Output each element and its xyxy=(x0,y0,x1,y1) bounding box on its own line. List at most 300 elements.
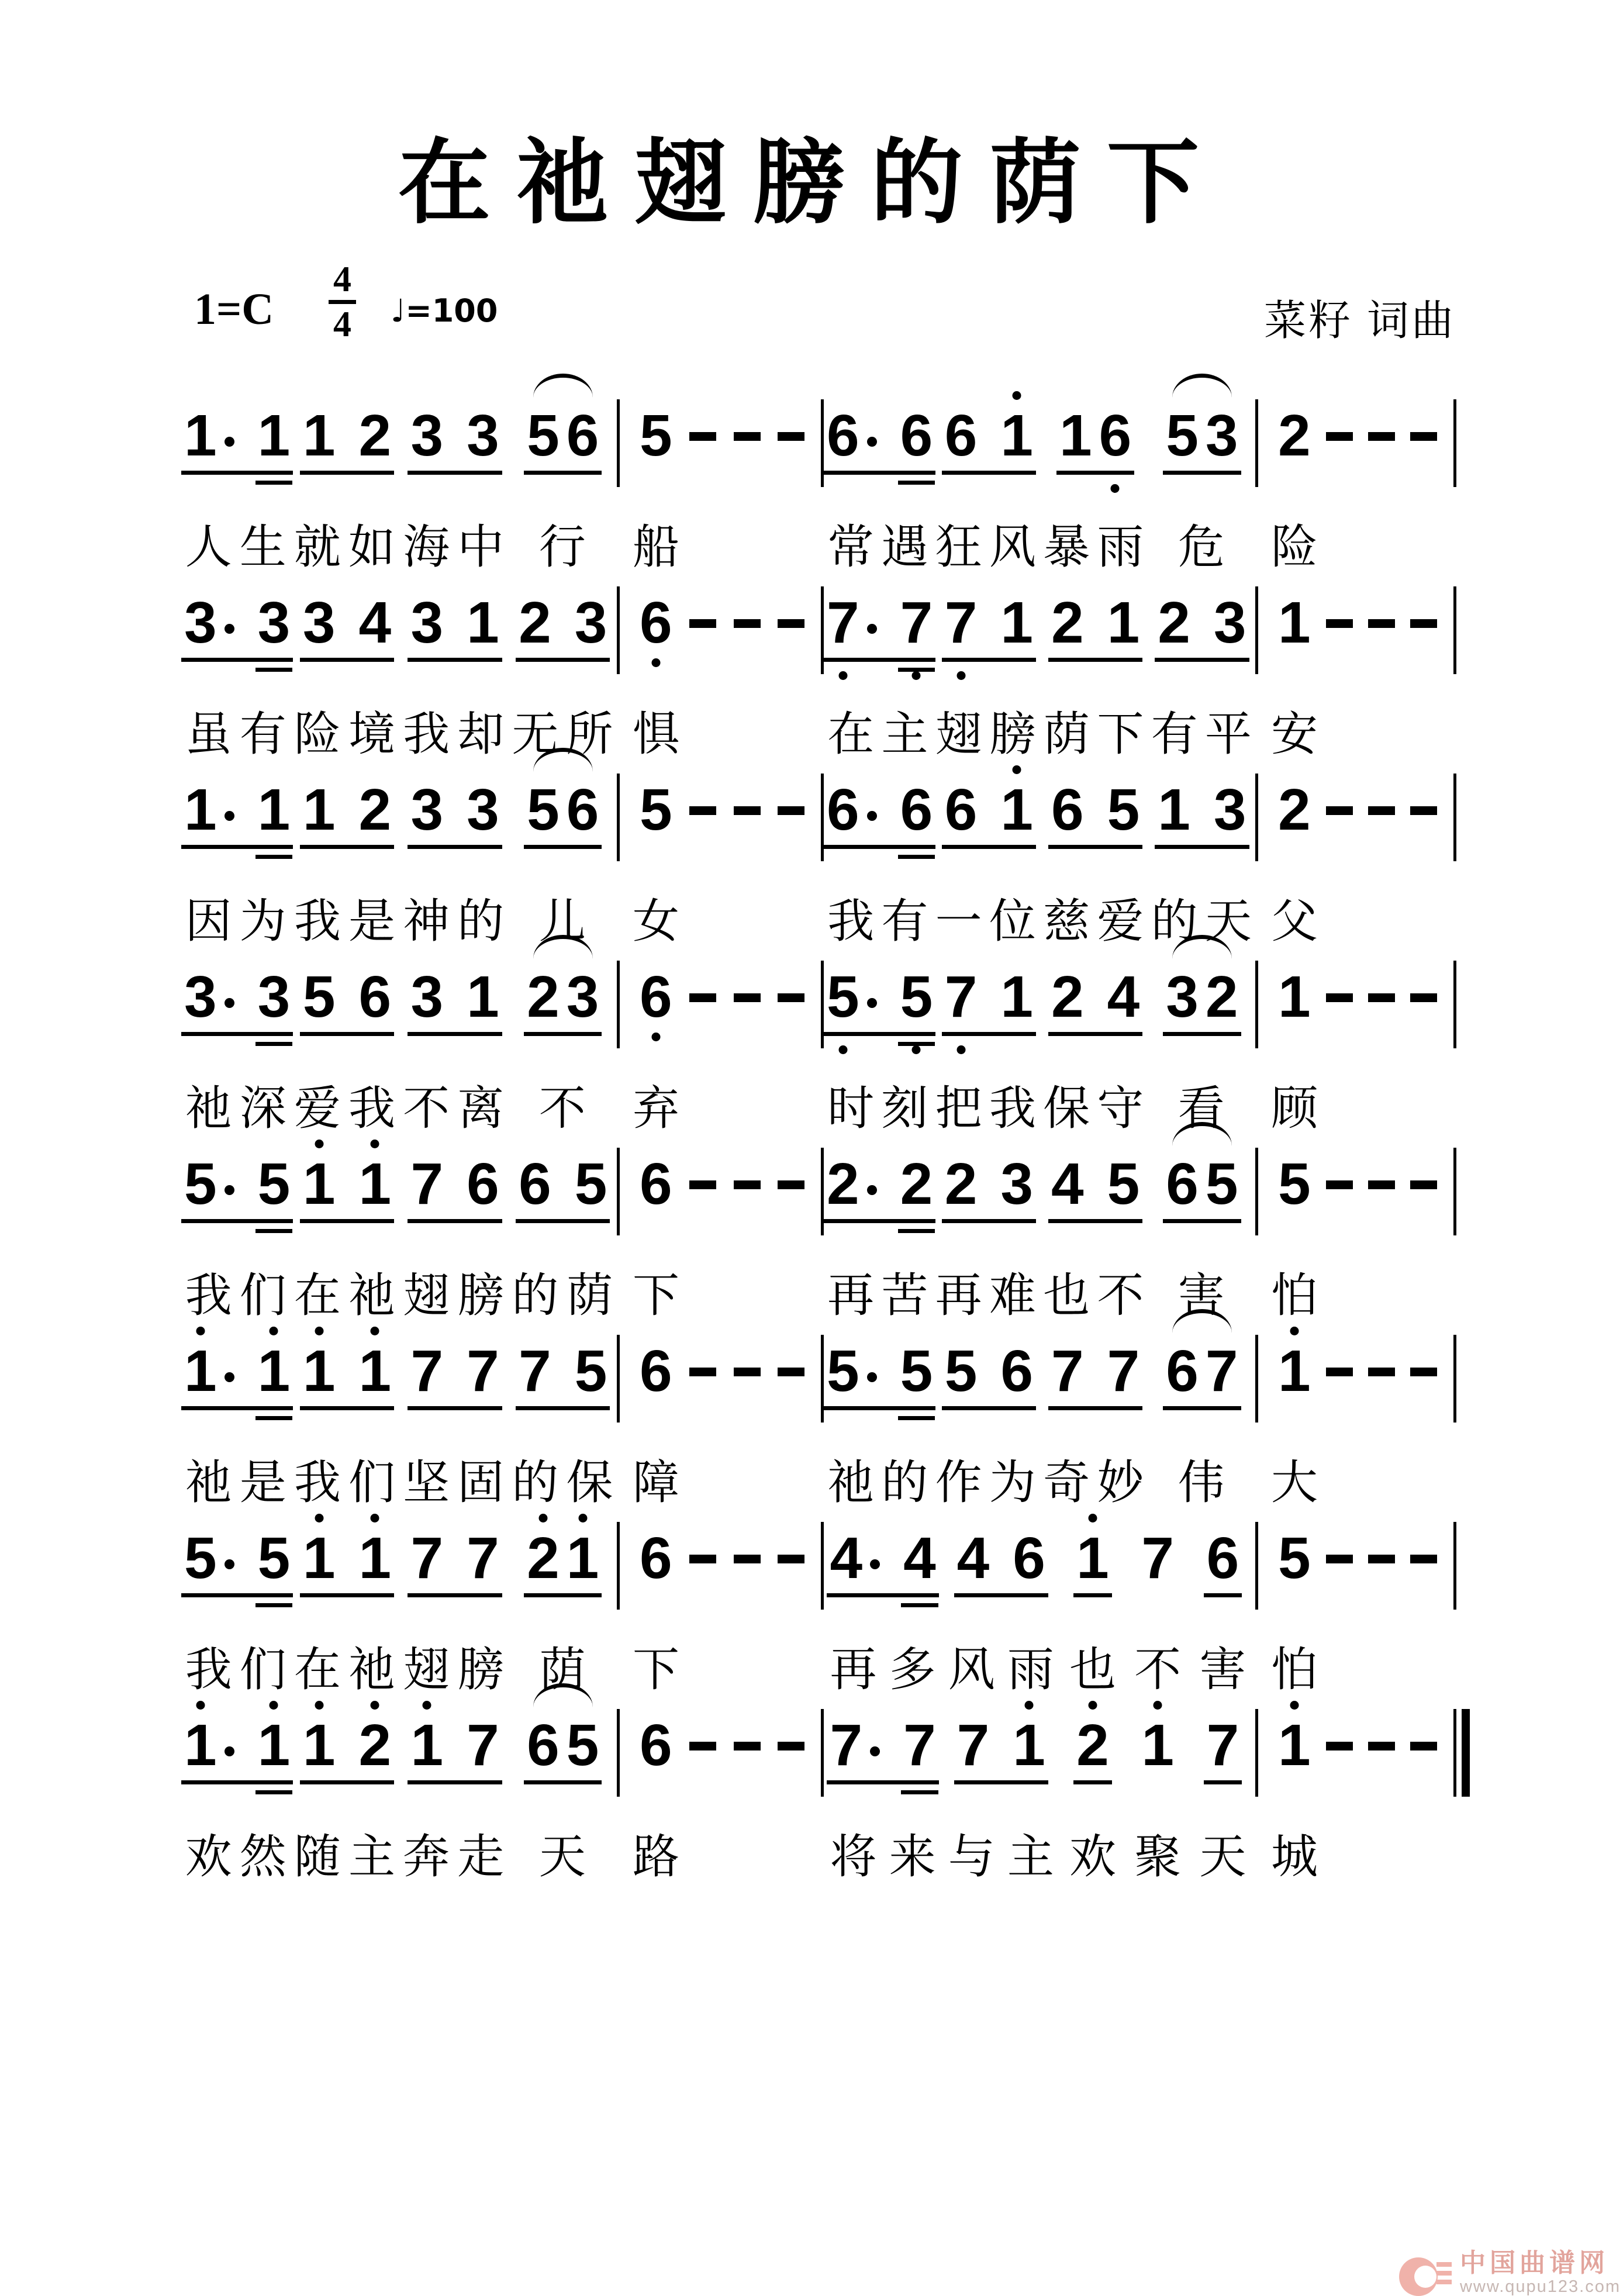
beam-group xyxy=(516,1151,610,1223)
note-group xyxy=(293,1338,401,1410)
octave-up-dot xyxy=(196,1327,205,1335)
whole-note-measure xyxy=(1258,403,1453,468)
duration-dash xyxy=(1410,1742,1437,1751)
note-group xyxy=(824,590,935,662)
lyric-syllable: 祂 xyxy=(185,1082,232,1134)
note xyxy=(410,1525,444,1591)
beam-group xyxy=(181,964,293,1036)
note xyxy=(184,1525,234,1591)
note xyxy=(302,777,336,843)
lyric-syllable: 我 xyxy=(827,895,875,947)
note-digit: 5 xyxy=(566,1712,599,1778)
lyric-syllable: 是 xyxy=(239,1456,286,1508)
lyric-syllable: 主 xyxy=(1007,1831,1054,1883)
measure xyxy=(824,403,1255,475)
note xyxy=(1013,1525,1045,1591)
lyric-syllable: 守 xyxy=(1097,1082,1144,1134)
beam-group xyxy=(954,1525,1048,1597)
note-group xyxy=(824,964,935,1036)
octave-down-dot xyxy=(1111,484,1120,493)
duration-dash xyxy=(1410,432,1437,441)
augmentation-dot xyxy=(225,1559,234,1569)
note-group xyxy=(1149,964,1255,1036)
note-digit: 6 xyxy=(900,406,933,465)
sixteenth-underline xyxy=(255,668,293,672)
octave-up-dot xyxy=(371,1514,379,1522)
note xyxy=(1205,964,1238,1030)
note xyxy=(184,777,234,843)
note-group xyxy=(293,590,401,662)
note-group xyxy=(1060,1525,1125,1597)
note-group xyxy=(509,1525,617,1597)
beam-group xyxy=(1204,1712,1242,1784)
beam-group xyxy=(1073,1525,1112,1597)
beam-group xyxy=(1155,777,1249,849)
note xyxy=(827,1151,877,1217)
note-group xyxy=(1149,403,1255,475)
lyric-syllable: 父 xyxy=(1271,895,1318,947)
note xyxy=(302,964,336,1030)
measure xyxy=(181,1525,617,1597)
note-group xyxy=(293,403,401,475)
lyric-syllable: 固 xyxy=(457,1456,505,1508)
lyric-syllable: 的 xyxy=(1151,895,1198,947)
beam-group xyxy=(300,964,394,1036)
beam-group xyxy=(1138,1525,1177,1597)
octave-up-dot xyxy=(1290,1327,1299,1335)
sixteenth-underline xyxy=(255,1790,293,1794)
note-digit: 7 xyxy=(410,1338,444,1404)
augmentation-dot xyxy=(867,624,877,634)
note-group xyxy=(935,590,1042,662)
lyric-syllable: 难 xyxy=(989,1269,1036,1321)
note-group xyxy=(824,1712,942,1784)
lyric-syllable: 我 xyxy=(989,1082,1036,1134)
lyric-syllable: 的 xyxy=(512,1269,559,1321)
note xyxy=(1099,403,1132,468)
lyric-syllable: 苦 xyxy=(881,1269,928,1321)
note-digit: 5 xyxy=(944,1338,978,1404)
beam-group xyxy=(824,964,935,1036)
sustain-measure xyxy=(1258,964,1453,1030)
lyric-group xyxy=(824,1831,942,1883)
duration-dash xyxy=(689,993,716,1002)
note-digit: 3 xyxy=(1000,1151,1033,1217)
beam-group xyxy=(942,777,1036,849)
lyric-syllable: 怕 xyxy=(1271,1269,1318,1321)
beam-group xyxy=(942,590,1036,662)
octave-up-dot xyxy=(371,1140,379,1148)
note-group xyxy=(293,1151,401,1223)
lyric-syllable: 因 xyxy=(185,895,232,947)
note xyxy=(302,590,336,655)
note xyxy=(900,777,933,843)
duration-dash xyxy=(1326,1368,1353,1376)
beam-group xyxy=(181,590,293,662)
note xyxy=(1278,777,1311,843)
note xyxy=(640,1151,672,1217)
note xyxy=(900,1338,933,1404)
beam-group xyxy=(1073,1712,1112,1784)
note-digit: 5 xyxy=(258,1155,291,1213)
beam-group xyxy=(942,1338,1036,1410)
note xyxy=(1051,590,1084,655)
note-digit: 3 xyxy=(410,403,444,468)
note xyxy=(1206,1525,1239,1591)
note xyxy=(956,1525,990,1591)
note xyxy=(257,403,291,468)
watermark-url: www.qupu123.com xyxy=(1459,2277,1621,2296)
beam-group xyxy=(824,1151,935,1223)
lyric-syllable: 就 xyxy=(293,521,341,573)
note-group xyxy=(1042,777,1149,849)
lyric-syllable: 妙 xyxy=(1097,1456,1144,1508)
lyric-syllable: 们 xyxy=(348,1456,395,1508)
duration-dash xyxy=(689,432,716,441)
augmentation-dot xyxy=(867,437,877,447)
sustain-measure xyxy=(1258,1151,1453,1217)
tempo-marking: ♩=100 xyxy=(391,292,498,329)
lyric-syllable: 膀 xyxy=(457,1644,505,1696)
lyric-syllable: 祂 xyxy=(348,1269,395,1321)
lyric-syllable: 是 xyxy=(348,895,395,947)
note xyxy=(1051,964,1084,1030)
note xyxy=(184,403,234,468)
note-digit: 1 xyxy=(467,964,499,1030)
lyric-syllable: 爱 xyxy=(293,1082,341,1134)
note-digit: 1 xyxy=(303,1716,336,1774)
note-digit: 2 xyxy=(358,403,392,468)
beam-group xyxy=(524,777,602,849)
duration-dash xyxy=(734,432,761,441)
note-digit: 1 xyxy=(1278,964,1311,1030)
lyric-syllable: 的 xyxy=(457,895,505,947)
tie-arc xyxy=(1172,1309,1232,1333)
lyric-syllable: 我 xyxy=(293,1456,341,1508)
lyric-syllable: 膀 xyxy=(457,1269,505,1321)
octave-up-dot xyxy=(538,1514,547,1522)
duration-dash xyxy=(1410,1555,1437,1563)
lyric-syllable: 惧 xyxy=(633,708,679,760)
note-digit: 7 xyxy=(900,593,933,652)
duration-dash xyxy=(1410,1368,1437,1376)
note xyxy=(410,1151,444,1217)
octave-up-dot xyxy=(578,1514,587,1522)
lyric-syllable: 祂 xyxy=(827,1456,875,1508)
whole-note-measure xyxy=(620,1151,821,1217)
note-digit: 1 xyxy=(1013,1716,1045,1774)
barline xyxy=(1453,961,1456,1048)
note xyxy=(1000,1151,1033,1217)
note-digit: 5 xyxy=(640,777,672,843)
octave-up-dot xyxy=(1088,1514,1097,1522)
note-digit: 6 xyxy=(944,777,978,843)
duration-dash xyxy=(1410,993,1437,1002)
lyric-syllable: 不 xyxy=(1134,1644,1182,1696)
lyric-syllable: 天 xyxy=(1204,895,1252,947)
lyric-group xyxy=(1125,1831,1190,1883)
note xyxy=(1278,1338,1311,1404)
note xyxy=(1000,777,1033,843)
note xyxy=(410,777,444,843)
sixteenth-underline xyxy=(898,1042,935,1046)
whole-note-measure xyxy=(620,1338,821,1404)
whole-note-measure xyxy=(1258,1151,1453,1217)
note xyxy=(184,964,234,1030)
note-group xyxy=(824,1151,935,1223)
composer-credit: 菜籽 词曲 xyxy=(1264,298,1456,344)
note xyxy=(1051,777,1084,843)
sustain-measure xyxy=(1258,777,1453,843)
whole-note-measure xyxy=(1258,1525,1453,1591)
lyric-syllable: 时 xyxy=(827,1082,875,1134)
note xyxy=(519,1338,551,1404)
note-digit: 3 xyxy=(467,403,499,468)
note-digit: 7 xyxy=(1205,1338,1238,1404)
note-group xyxy=(935,777,1042,849)
note-digit: 3 xyxy=(467,777,499,843)
lyric-syllable: 走 xyxy=(457,1831,505,1883)
note-digit: 5 xyxy=(184,1525,217,1591)
note-group xyxy=(293,777,401,849)
note-digit: 7 xyxy=(945,968,978,1026)
lyric-syllable: 坚 xyxy=(403,1456,450,1508)
system-line-7 xyxy=(167,1479,1481,1696)
lyric-syllable: 祂 xyxy=(348,1644,395,1696)
duration-dash xyxy=(734,619,761,628)
beam-group xyxy=(1204,1525,1242,1597)
note xyxy=(640,1712,672,1778)
note-digit: 7 xyxy=(956,1712,990,1778)
beam-group xyxy=(524,403,602,475)
note xyxy=(640,590,672,655)
duration-dash xyxy=(734,806,761,815)
beam-group xyxy=(516,590,610,662)
note xyxy=(467,1151,499,1217)
note xyxy=(1107,1151,1140,1217)
note-digit: 1 xyxy=(1000,964,1033,1030)
note-digit: 7 xyxy=(903,1716,936,1774)
lyric-syllable: 祂 xyxy=(185,1456,232,1508)
note-digit: 1 xyxy=(1158,777,1190,843)
barline xyxy=(1453,586,1456,674)
whole-note-measure xyxy=(1258,777,1453,843)
beam-group xyxy=(300,1151,394,1223)
lyric-syllable: 慈 xyxy=(1043,895,1090,947)
lyric-syllable: 荫 xyxy=(538,1644,586,1696)
octave-up-dot xyxy=(315,1327,323,1335)
note xyxy=(1000,1338,1033,1404)
note xyxy=(257,777,291,843)
note xyxy=(358,1151,392,1217)
note-digit: 7 xyxy=(1206,1712,1239,1778)
note-digit: 3 xyxy=(258,593,291,652)
note xyxy=(1000,403,1033,468)
note xyxy=(184,590,234,655)
lyric-syllable: 翅 xyxy=(403,1269,450,1321)
measure xyxy=(181,964,617,1036)
note xyxy=(467,1338,499,1404)
octave-down-dot xyxy=(651,658,660,667)
augmentation-dot xyxy=(867,1185,877,1195)
watermark-logo-cut xyxy=(1414,2266,1436,2288)
system-line-8 xyxy=(167,1666,1481,1883)
note xyxy=(903,1712,936,1778)
measure xyxy=(181,403,617,475)
note-digit: 2 xyxy=(1205,964,1238,1030)
measure xyxy=(824,1712,1255,1784)
measure xyxy=(181,1712,617,1784)
note xyxy=(1166,1338,1199,1404)
beam-group xyxy=(942,1151,1036,1223)
duration-dash xyxy=(1326,806,1353,815)
duration-dash xyxy=(1326,619,1353,628)
lyric-syllable: 害 xyxy=(1199,1644,1246,1696)
note-digit: 6 xyxy=(1166,1338,1199,1404)
note xyxy=(302,403,336,468)
note xyxy=(566,403,599,468)
augmentation-dot xyxy=(225,1746,234,1756)
note-digit: 4 xyxy=(830,1525,863,1591)
note-digit: 5 xyxy=(184,1151,217,1217)
lyric-syllable: 虽 xyxy=(185,708,232,760)
octave-up-dot xyxy=(270,1327,278,1335)
augmentation-dot xyxy=(870,1746,880,1756)
duration-dash xyxy=(1326,993,1353,1002)
note-group xyxy=(181,1151,293,1223)
note-digit: 1 xyxy=(184,403,217,468)
duration-dash xyxy=(778,806,804,815)
note-digit: 6 xyxy=(1206,1525,1239,1591)
note-group xyxy=(181,964,293,1036)
note xyxy=(574,590,607,655)
notes-row xyxy=(167,1712,1481,1797)
note xyxy=(358,777,392,843)
lyric-syllable: 作 xyxy=(935,1456,982,1508)
note xyxy=(903,1525,936,1591)
lyric-syllable: 为 xyxy=(239,895,286,947)
lyric-syllable: 奔 xyxy=(403,1831,450,1883)
note xyxy=(467,403,499,468)
octave-down-dot xyxy=(956,1045,965,1054)
octave-down-dot xyxy=(838,1045,847,1054)
lyric-syllable: 我 xyxy=(185,1644,232,1696)
sustain-measure xyxy=(1258,1338,1453,1404)
beam-group xyxy=(824,1338,935,1410)
note-digit: 6 xyxy=(1051,777,1084,843)
beam-group xyxy=(408,1151,502,1223)
notes-row xyxy=(167,1525,1481,1610)
note xyxy=(1000,964,1033,1030)
note xyxy=(1051,1151,1084,1217)
lyric-syllable: 船 xyxy=(633,521,679,573)
octave-up-dot xyxy=(1025,1701,1034,1710)
measure xyxy=(181,777,617,849)
lyric-syllable: 弃 xyxy=(633,1082,679,1134)
note-digit: 6 xyxy=(1013,1525,1045,1591)
lyric-syllable: 遇 xyxy=(881,521,928,573)
lyric-syllable: 一 xyxy=(935,895,982,947)
tie-arc xyxy=(1172,935,1232,959)
lyric-syllable: 再 xyxy=(830,1644,877,1696)
time-signature-denominator: 4 xyxy=(333,305,351,344)
note xyxy=(1141,1712,1174,1778)
note-digit: 1 xyxy=(1278,1716,1311,1774)
note xyxy=(410,590,444,655)
lyric-syllable: 险 xyxy=(293,708,341,760)
duration-dash xyxy=(689,1368,716,1376)
duration-dash xyxy=(734,993,761,1002)
tie-arc xyxy=(533,1683,593,1707)
note-group xyxy=(1125,1712,1190,1784)
duration-dash xyxy=(1368,993,1395,1002)
duration-dash xyxy=(1410,806,1437,815)
note-group xyxy=(935,1338,1042,1410)
octave-up-dot xyxy=(371,1327,379,1335)
note-digit: 6 xyxy=(1099,406,1132,465)
beam-group xyxy=(516,1338,610,1410)
sustain-measure xyxy=(620,1525,821,1591)
lyric-syllable: 也 xyxy=(1069,1644,1116,1696)
sixteenth-underline xyxy=(898,668,935,672)
duration-dash xyxy=(689,1180,716,1189)
sixteenth-underline xyxy=(255,1603,293,1607)
octave-down-dot xyxy=(912,671,921,680)
watermark xyxy=(1399,2249,1621,2296)
beam-group xyxy=(824,590,935,662)
duration-dash xyxy=(689,619,716,628)
note-digit: 5 xyxy=(1107,1151,1140,1217)
note-digit: 6 xyxy=(640,593,672,652)
note-group xyxy=(509,403,617,475)
duration-dash xyxy=(1326,1742,1353,1751)
note xyxy=(527,1525,560,1591)
note-digit: 5 xyxy=(527,403,560,468)
lyric-syllable: 儿 xyxy=(538,895,586,947)
beam-group xyxy=(824,403,935,475)
watermark-logo-icon xyxy=(1399,2257,1438,2296)
note-group xyxy=(1149,1338,1255,1410)
lyric-syllable: 怕 xyxy=(1271,1644,1318,1696)
note-group xyxy=(181,777,293,849)
octave-up-dot xyxy=(196,1701,205,1710)
note-digit: 1 xyxy=(1000,406,1033,465)
note xyxy=(640,403,672,468)
duration-dash xyxy=(778,993,804,1002)
lyric-syllable: 把 xyxy=(935,1082,982,1134)
measure xyxy=(181,1338,617,1410)
note xyxy=(358,1712,392,1778)
note xyxy=(827,964,877,1030)
note-group xyxy=(824,1525,942,1597)
lyric-syllable: 膀 xyxy=(989,708,1036,760)
note-digit: 2 xyxy=(1158,590,1190,655)
lyric-syllable: 风 xyxy=(948,1644,995,1696)
notes-row xyxy=(167,1151,1481,1235)
note xyxy=(410,1712,444,1778)
lyric-group xyxy=(942,1831,1060,1883)
whole-note-measure xyxy=(620,1525,821,1591)
sustain-measure xyxy=(620,1151,821,1217)
note xyxy=(574,1151,607,1217)
lyric-syllable: 主 xyxy=(881,708,928,760)
note xyxy=(410,403,444,468)
note-group xyxy=(935,1151,1042,1223)
lyric-group xyxy=(399,1831,508,1883)
beam-group xyxy=(942,964,1036,1036)
duration-dash xyxy=(778,1368,804,1376)
note-digit: 6 xyxy=(640,1338,672,1404)
